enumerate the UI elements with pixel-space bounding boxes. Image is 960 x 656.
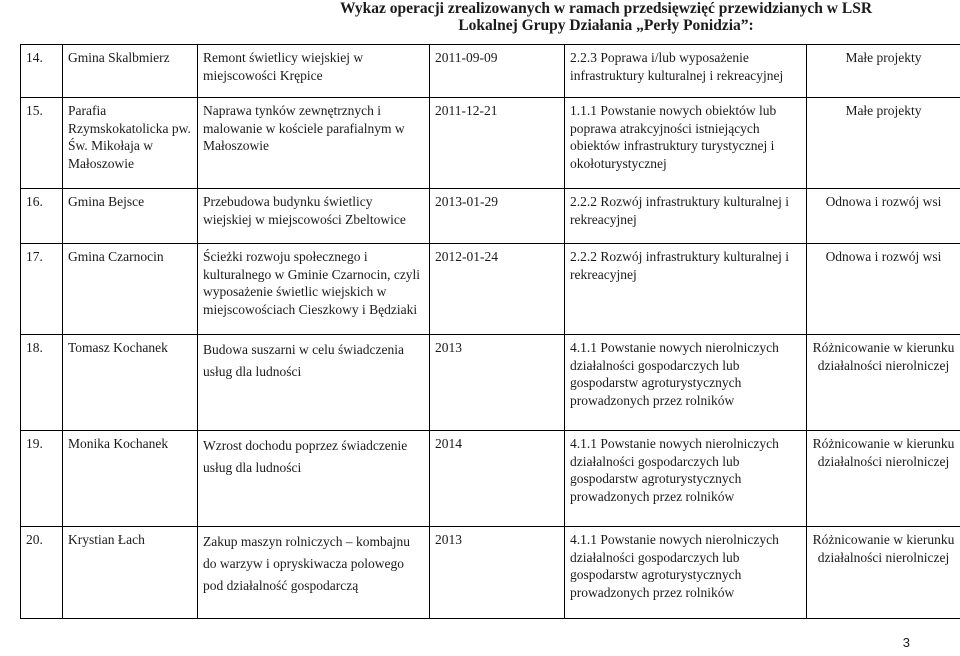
beneficiary-cell: Krystian Łach xyxy=(63,527,198,619)
table-row xyxy=(21,98,960,189)
table-row xyxy=(21,244,960,335)
row-number: 20. xyxy=(26,532,43,547)
beneficiary-cell: Gmina Skalbmierz xyxy=(63,45,198,98)
row-number-cell xyxy=(21,98,63,189)
row-number: 14. xyxy=(26,50,43,65)
operation-title-cell: Budowa suszarni w celu świadczenia usług dla ludności xyxy=(198,335,430,431)
project-type-cell: Różnicowanie w kierunku działalności nierolniczej xyxy=(807,527,960,619)
table-row xyxy=(21,335,960,431)
table-row xyxy=(21,189,960,244)
table-row xyxy=(21,527,960,619)
row-number-cell xyxy=(21,45,63,98)
beneficiary-cell: Parafia Rzymskokatolicka pw. Św. Mikołaja w Małoszowie xyxy=(63,98,198,189)
project-type-cell: Odnowa i rozwój wsi xyxy=(807,189,960,244)
operation-title-cell: Remont świetlicy wiejskiej w miejscowości Krępice xyxy=(198,45,430,98)
header-line-1: Wykaz operacji zrealizowanych w ramach przedsięwzięć przewidzianych w LSR xyxy=(339,0,873,17)
row-number: 16. xyxy=(26,194,43,209)
document-header xyxy=(296,0,916,34)
header-line-2: Lokalnej Grupy Działania „Perły Ponidzia”: xyxy=(458,17,754,34)
operation-title-cell: Wzrost dochodu poprzez świadczenie usług dla ludności xyxy=(198,431,430,527)
date-cell: 2013 xyxy=(430,335,565,431)
row-number: 18. xyxy=(26,340,43,355)
page-number: 3 xyxy=(902,634,910,650)
measure-cell: 2.2.2 Rozwój infrastruktury kulturalnej i rekreacyjnej xyxy=(565,244,807,335)
project-type-cell: Różnicowanie w kierunku działalności nierolniczej xyxy=(807,335,960,431)
date-cell: 2011-12-21 xyxy=(430,98,565,189)
operation-title-cell: Zakup maszyn rolniczych – kombajnu do warzyw i opryskiwacza polowego pod działalność gospodarczą xyxy=(198,527,430,619)
project-type-cell: Małe projekty xyxy=(807,98,960,189)
row-number-cell xyxy=(21,431,63,527)
row-number-cell xyxy=(21,244,63,335)
measure-cell: 1.1.1 Powstanie nowych obiektów lub poprawa atrakcyjności istniejących obiektów infrastruktury turystycznej i okołoturystycznej xyxy=(565,98,807,189)
project-type-cell: Małe projekty xyxy=(807,45,960,98)
measure-cell: 4.1.1 Powstanie nowych nierolniczych działalności gospodarczych lub gospodarstw agroturystycznych prowadzonych przez rolników xyxy=(565,527,807,619)
measure-cell: 4.1.1 Powstanie nowych nierolniczych działalności gospodarczych lub gospodarstw agroturystycznych prowadzonych przez rolników xyxy=(565,335,807,431)
beneficiary-cell: Monika Kochanek xyxy=(63,431,198,527)
operation-title-cell: Naprawa tynków zewnętrznych i malowanie w kościele parafialnym w Małoszowie xyxy=(198,98,430,189)
measure-cell: 4.1.1 Powstanie nowych nierolniczych działalności gospodarczych lub gospodarstw agroturystycznych prowadzonych przez rolników xyxy=(565,431,807,527)
beneficiary-cell: Gmina Bejsce xyxy=(63,189,198,244)
table-row xyxy=(21,45,960,98)
beneficiary-cell: Gmina Czarnocin xyxy=(63,244,198,335)
row-number: 19. xyxy=(26,436,43,451)
date-cell: 2013-01-29 xyxy=(430,189,565,244)
date-cell: 2013 xyxy=(430,527,565,619)
row-number: 15. xyxy=(26,103,43,118)
date-cell: 2011-09-09 xyxy=(430,45,565,98)
project-type-cell: Odnowa i rozwój wsi xyxy=(807,244,960,335)
date-cell: 2014 xyxy=(430,431,565,527)
beneficiary-cell: Tomasz Kochanek xyxy=(63,335,198,431)
date-cell: 2012-01-24 xyxy=(430,244,565,335)
operation-title-cell: Przebudowa budynku świetlicy wiejskiej w miejscowości Zbeltowice xyxy=(198,189,430,244)
operation-title-cell: Ścieżki rozwoju społecznego i kulturalnego w Gminie Czarnocin, czyli wyposażenie świetlic wiejskich w miejscowościach Cieszkowy i Będziaki xyxy=(198,244,430,335)
row-number-cell xyxy=(21,335,63,431)
row-number-cell xyxy=(21,527,63,619)
row-number-cell xyxy=(21,189,63,244)
project-type-cell: Różnicowanie w kierunku działalności nierolniczej xyxy=(807,431,960,527)
operations-table xyxy=(20,44,960,619)
row-number: 17. xyxy=(26,249,43,264)
table-row xyxy=(21,431,960,527)
measure-cell: 2.2.3 Poprawa i/lub wyposażenie infrastruktury kulturalnej i rekreacyjnej xyxy=(565,45,807,98)
measure-cell: 2.2.2 Rozwój infrastruktury kulturalnej i rekreacyjnej xyxy=(565,189,807,244)
